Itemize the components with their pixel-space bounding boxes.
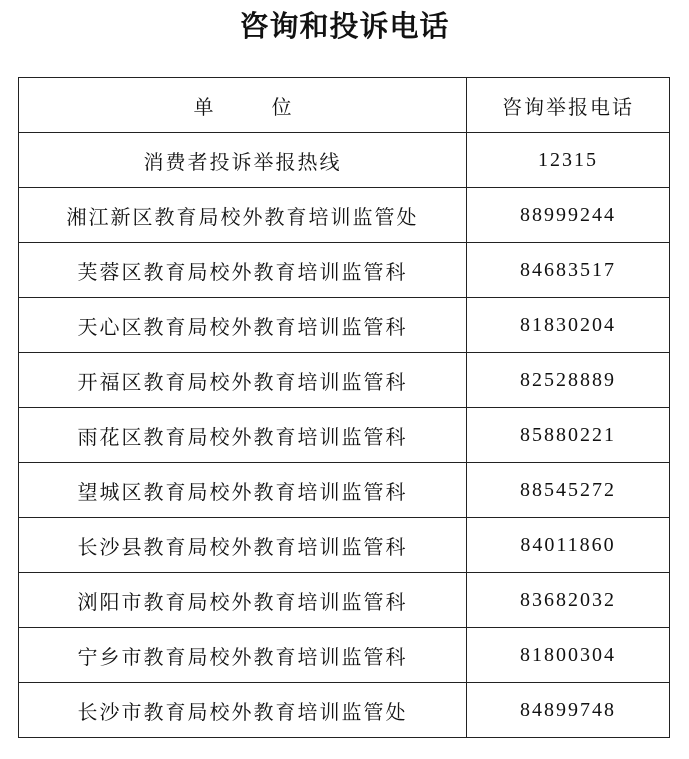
table-header-row xyxy=(19,78,670,133)
table-row xyxy=(19,353,670,408)
hotline-table xyxy=(18,77,670,738)
table-row xyxy=(19,573,670,628)
table-row xyxy=(19,683,670,738)
unit-cell: 芙蓉区教育局校外教育培训监管科 xyxy=(19,243,467,298)
phone-cell: 83682032 xyxy=(467,573,670,628)
table-row xyxy=(19,628,670,683)
unit-cell: 消费者投诉举报热线 xyxy=(19,133,467,188)
phone-cell: 85880221 xyxy=(467,408,670,463)
phone-cell: 82528889 xyxy=(467,353,670,408)
phone-cell: 12315 xyxy=(467,133,670,188)
phone-cell: 88545272 xyxy=(467,463,670,518)
phone-cell: 88999244 xyxy=(467,188,670,243)
unit-cell: 天心区教育局校外教育培训监管科 xyxy=(19,298,467,353)
table-row xyxy=(19,298,670,353)
unit-cell: 雨花区教育局校外教育培训监管科 xyxy=(19,408,467,463)
phone-cell: 84683517 xyxy=(467,243,670,298)
table-row xyxy=(19,408,670,463)
table-row xyxy=(19,133,670,188)
phone-cell: 81830204 xyxy=(467,298,670,353)
phone-cell: 81800304 xyxy=(467,628,670,683)
table-row xyxy=(19,463,670,518)
column-header-unit-char-1: 单 xyxy=(193,94,214,119)
unit-cell: 浏阳市教育局校外教育培训监管科 xyxy=(19,573,467,628)
unit-cell: 长沙县教育局校外教育培训监管科 xyxy=(19,518,467,573)
unit-cell: 望城区教育局校外教育培训监管科 xyxy=(19,463,467,518)
table-row xyxy=(19,188,670,243)
phone-cell: 84899748 xyxy=(467,683,670,738)
phone-cell: 84011860 xyxy=(467,518,670,573)
unit-cell: 湘江新区教育局校外教育培训监管处 xyxy=(19,188,467,243)
column-header-unit-char-2: 位 xyxy=(271,94,292,119)
table-row xyxy=(19,518,670,573)
table-row xyxy=(19,243,670,298)
unit-cell: 宁乡市教育局校外教育培训监管科 xyxy=(19,628,467,683)
column-header-phone: 咨询举报电话 xyxy=(467,78,670,133)
unit-cell: 开福区教育局校外教育培训监管科 xyxy=(19,353,467,408)
column-header-unit xyxy=(19,78,467,133)
unit-cell: 长沙市教育局校外教育培训监管处 xyxy=(19,683,467,738)
page-title: 咨询和投诉电话 xyxy=(239,9,450,43)
